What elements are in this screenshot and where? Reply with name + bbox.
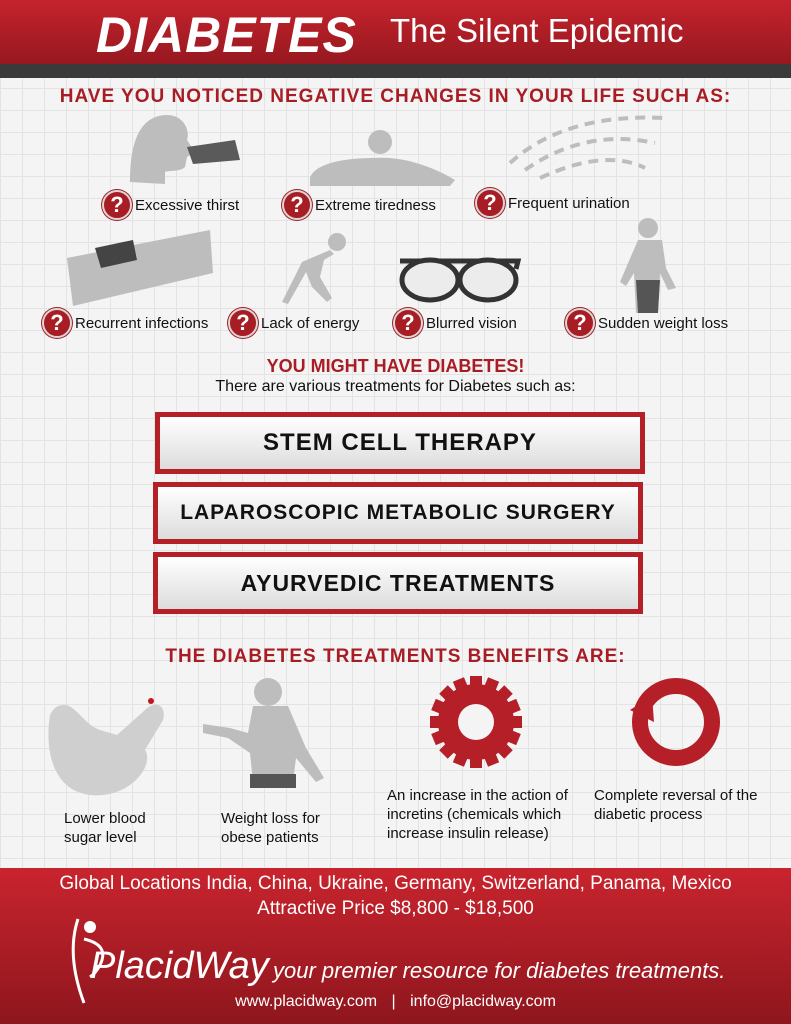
diagnosis-heading: YOU MIGHT HAVE DIABETES! xyxy=(266,356,525,376)
symptom-label: Blurred vision xyxy=(426,314,517,332)
website-link[interactable]: www.placidway.com xyxy=(235,993,378,1010)
question-icon: ? xyxy=(282,190,312,220)
question-icon: ? xyxy=(102,190,132,220)
symptom-sudden-weight-loss xyxy=(565,308,728,338)
gear-icon xyxy=(430,676,522,768)
bandage-arm-icon xyxy=(65,228,215,306)
symptom-lack-of-energy xyxy=(228,308,359,338)
benefit-lower-blood-sugar: Lower blood sugar level xyxy=(64,810,146,846)
finger-prick-icon xyxy=(45,695,170,800)
urination-droplets-icon xyxy=(505,108,675,188)
tagline: your premier resource for diabetes treatments. xyxy=(273,958,726,983)
slim-woman-icon xyxy=(618,218,688,313)
benefit-reversal: Complete reversal of the diabetic process xyxy=(594,787,758,823)
symptom-recurrent-infections xyxy=(42,308,208,338)
contact-separator: | xyxy=(391,993,396,1010)
page-title: DIABETES xyxy=(96,7,357,63)
contact-line xyxy=(0,993,791,1011)
exhausted-runner-icon xyxy=(272,232,352,307)
question-icon: ? xyxy=(565,308,595,338)
diagnosis-subheading: There are various treatments for Diabetes such as: xyxy=(215,378,576,395)
symptom-excessive-thirst xyxy=(102,190,239,220)
drinking-head-icon xyxy=(125,112,245,187)
symptom-blurred-vision xyxy=(393,308,517,338)
placidway-logo-text: PlacidWay xyxy=(90,945,269,987)
benefit-weight-loss: Weight loss for obese patients xyxy=(221,810,320,846)
question-icon: ? xyxy=(42,308,72,338)
symptoms-heading: HAVE YOU NOTICED NEGATIVE CHANGES IN YOUR LIFE SUCH AS: xyxy=(59,86,732,107)
blurred-glasses-icon xyxy=(398,255,520,305)
symptom-label: Sudden weight loss xyxy=(598,314,729,332)
tired-person-icon xyxy=(305,128,465,188)
benefits-heading: THE DIABETES TREATMENTS BENEFITS ARE: xyxy=(165,646,626,667)
symptom-label: Lack of energy xyxy=(261,314,360,332)
symptom-label: Excessive thirst xyxy=(135,196,240,214)
question-icon: ? xyxy=(475,188,505,218)
symptom-label: Frequent urination xyxy=(508,194,630,212)
benefit-incretins: An increase in the action of incretins (chemicals which increase insulin release) xyxy=(387,787,568,842)
reversal-arrow-icon xyxy=(630,676,722,768)
global-locations: Global Locations India, China, Ukraine, Germany, Switzerland, Panama, Mexico xyxy=(59,873,732,894)
page-subtitle: The Silent Epidemic xyxy=(390,12,684,49)
symptom-extreme-tiredness xyxy=(282,190,436,220)
question-icon: ? xyxy=(393,308,423,338)
price-range: Attractive Price $8,800 - $18,500 xyxy=(257,898,534,919)
header-divider xyxy=(0,64,791,78)
symptom-label: Extreme tiredness xyxy=(315,196,436,214)
treatment-ayurvedic: AYURVEDIC TREATMENTS xyxy=(153,552,643,614)
treatment-laparoscopic-surgery: LAPAROSCOPIC METABOLIC SURGERY xyxy=(153,482,643,544)
treatment-stem-cell-therapy: STEM CELL THERAPY xyxy=(155,412,645,474)
weight-loss-person-icon xyxy=(198,678,328,790)
email-link[interactable]: info@placidway.com xyxy=(410,993,556,1010)
symptom-frequent-urination xyxy=(475,188,630,218)
symptom-label: Recurrent infections xyxy=(75,314,209,332)
question-icon: ? xyxy=(228,308,258,338)
